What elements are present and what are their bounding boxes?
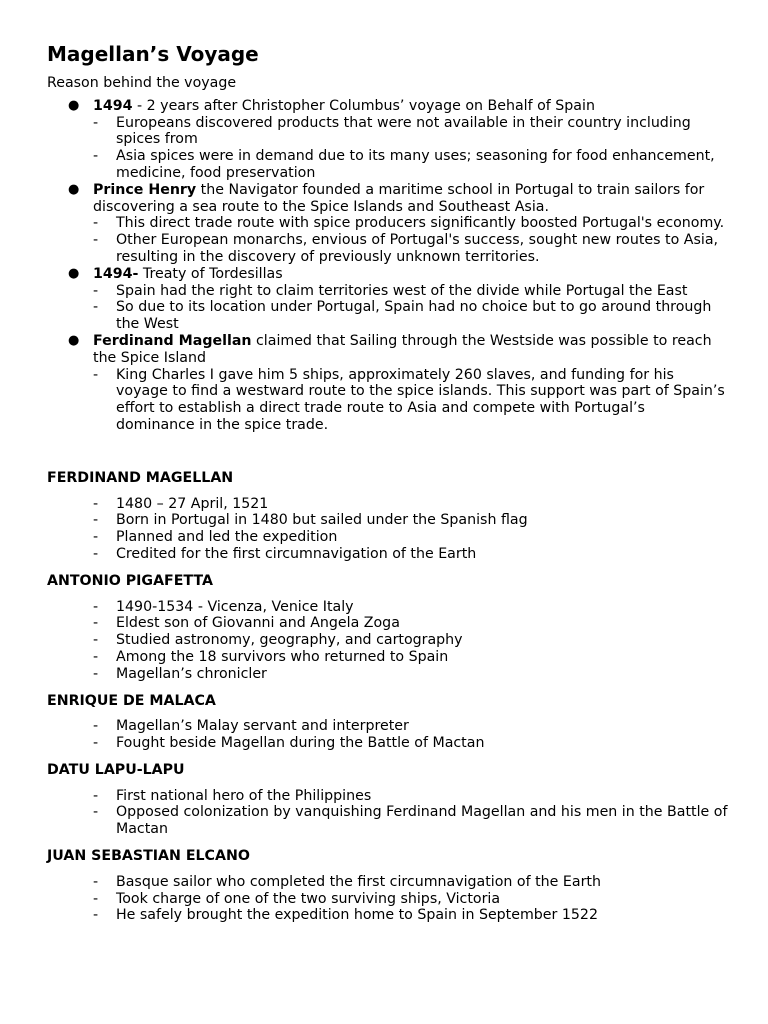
fact-text: 1480 – 27 April, 1521	[116, 495, 269, 512]
sub-item	[93, 232, 728, 266]
fact-item	[93, 615, 728, 632]
reason-text: the Navigator founded a maritime school in Portugal to train sailors for discovering a sea route to the Spice Islands and Southeast Asia.	[93, 181, 705, 215]
sub-item-text: Europeans discovered products that were not available in their country including spices from	[116, 114, 691, 148]
bullet-icon: ●	[68, 332, 80, 348]
sub-item	[93, 115, 728, 149]
dash-icon: -	[93, 529, 99, 546]
dash-icon: -	[93, 598, 99, 615]
sub-item-text: So due to its location under Portugal, Spain had no choice but to go around through the West	[116, 299, 712, 333]
person-facts	[93, 496, 728, 563]
dash-icon: -	[93, 299, 99, 316]
person-section	[47, 848, 728, 924]
dash-icon: -	[93, 114, 99, 131]
person-section	[47, 573, 728, 683]
reason-text: Treaty of Tordesillas	[138, 265, 283, 282]
person-heading: ANTONIO PIGAFETTA	[47, 572, 213, 589]
dash-icon: -	[93, 148, 99, 165]
dash-icon: -	[93, 718, 99, 735]
bullet-icon: ●	[68, 181, 80, 197]
fact-item	[93, 529, 728, 546]
fact-item	[93, 546, 728, 563]
dash-icon: -	[93, 787, 99, 804]
person-facts	[93, 788, 728, 838]
fact-item	[93, 512, 728, 529]
person-heading: FERDINAND MAGELLAN	[47, 469, 234, 486]
dash-icon: -	[93, 873, 99, 890]
fact-text: Among the 18 survivors who returned to Spain	[116, 648, 449, 665]
dash-icon: -	[93, 366, 99, 383]
reason-bold: 1494	[93, 97, 133, 114]
sub-item-text: King Charles I gave him 5 ships, approximately 260 slaves, and funding for his voyage to find a westward route to the spice islands. This support was part of Spain’s effort to establish a direct trade route to Asia and compete with Portugal’s dominance in the spice trade.	[116, 366, 725, 433]
dash-icon: -	[93, 890, 99, 907]
reasons-list	[47, 98, 728, 434]
fact-text: 1490-1534 - Vicenza, Venice Italy	[116, 598, 354, 615]
sub-item-text: Spain had the right to claim territories west of the divide while Portugal the East	[116, 282, 688, 299]
fact-text: Took charge of one of the two surviving ships, Victoria	[116, 890, 501, 907]
person-facts	[93, 718, 728, 752]
fact-text: First national hero of the Philippines	[116, 787, 372, 804]
dash-icon: -	[93, 215, 99, 232]
person-heading: ENRIQUE DE MALACA	[47, 692, 216, 709]
fact-text: Eldest son of Giovanni and Angela Zoga	[116, 615, 400, 632]
fact-text: Opposed colonization by vanquishing Ferdinand Magellan and his men in the Battle of Mactan	[116, 804, 728, 838]
fact-item	[93, 874, 728, 891]
person-heading: JUAN SEBASTIAN ELCANO	[47, 848, 250, 865]
sub-item	[93, 299, 728, 333]
reason-text: - 2 years after Christopher Columbus’ voyage on Behalf of Spain	[132, 97, 595, 114]
reason-bold: 1494-	[93, 265, 139, 282]
fact-item	[93, 907, 728, 924]
reason-item	[47, 98, 728, 182]
sub-item	[93, 283, 728, 300]
person-section	[47, 762, 728, 838]
person-heading: DATU LAPU-LAPU	[47, 761, 185, 778]
sub-item	[93, 215, 728, 232]
fact-text: Magellan’s Malay servant and interpreter	[116, 718, 409, 735]
dash-icon: -	[93, 282, 99, 299]
page-title: Magellan’s Voyage	[47, 42, 259, 66]
sub-item	[93, 367, 728, 434]
person-facts	[93, 874, 728, 924]
fact-item	[93, 718, 728, 735]
reason-text: claimed that Sailing through the Westside was possible to reach the Spice Island	[93, 332, 712, 366]
fact-text: Magellan’s chronicler	[116, 665, 267, 682]
sub-item-text: This direct trade route with spice producers significantly boosted Portugal's economy.	[116, 215, 725, 232]
fact-item	[93, 891, 728, 908]
fact-item	[93, 666, 728, 683]
person-section	[47, 693, 728, 752]
dash-icon: -	[93, 495, 99, 512]
fact-text: Basque sailor who completed the first circumnavigation of the Earth	[116, 873, 601, 890]
dash-icon: -	[93, 665, 99, 682]
bullet-icon: ●	[68, 265, 80, 281]
section-subtitle: Reason behind the voyage	[47, 75, 237, 91]
person-facts	[93, 599, 728, 683]
reason-bold: Prince Henry	[93, 181, 197, 198]
reason-bold: Ferdinand Magellan	[93, 332, 252, 349]
fact-text: Born in Portugal in 1480 but sailed under the Spanish flag	[116, 512, 528, 529]
person-section	[47, 470, 728, 563]
dash-icon: -	[93, 512, 99, 529]
reason-item	[47, 333, 728, 434]
reason-item	[47, 266, 728, 333]
dash-icon: -	[93, 648, 99, 665]
sub-item-text: Asia spices were in demand due to its many uses; seasoning for food enhancement, medicine, food preservation	[116, 148, 715, 181]
fact-text: Studied astronomy, geography, and cartography	[116, 632, 463, 649]
sub-item	[93, 148, 728, 182]
fact-item	[93, 804, 728, 838]
fact-item	[93, 496, 728, 513]
fact-item	[93, 649, 728, 666]
sub-item-text: Other European monarchs, envious of Portugal's success, sought new routes to Asia, resulting in the discovery of previously unknown territories.	[116, 232, 719, 265]
fact-item	[93, 632, 728, 649]
dash-icon: -	[93, 632, 99, 649]
fact-text: Fought beside Magellan during the Battle of Mactan	[116, 735, 485, 752]
fact-item	[93, 788, 728, 805]
fact-text: Credited for the first circumnavigation of the Earth	[116, 545, 477, 562]
dash-icon: -	[93, 735, 99, 752]
fact-text: He safely brought the expedition home to Spain in September 1522	[116, 907, 598, 924]
dash-icon: -	[93, 615, 99, 632]
dash-icon: -	[93, 232, 99, 249]
fact-text: Planned and led the expedition	[116, 529, 338, 546]
dash-icon: -	[93, 804, 99, 821]
fact-item	[93, 599, 728, 616]
fact-item	[93, 735, 728, 752]
reason-item	[47, 182, 728, 266]
dash-icon: -	[93, 907, 99, 924]
dash-icon: -	[93, 545, 99, 562]
bullet-icon: ●	[68, 97, 80, 113]
